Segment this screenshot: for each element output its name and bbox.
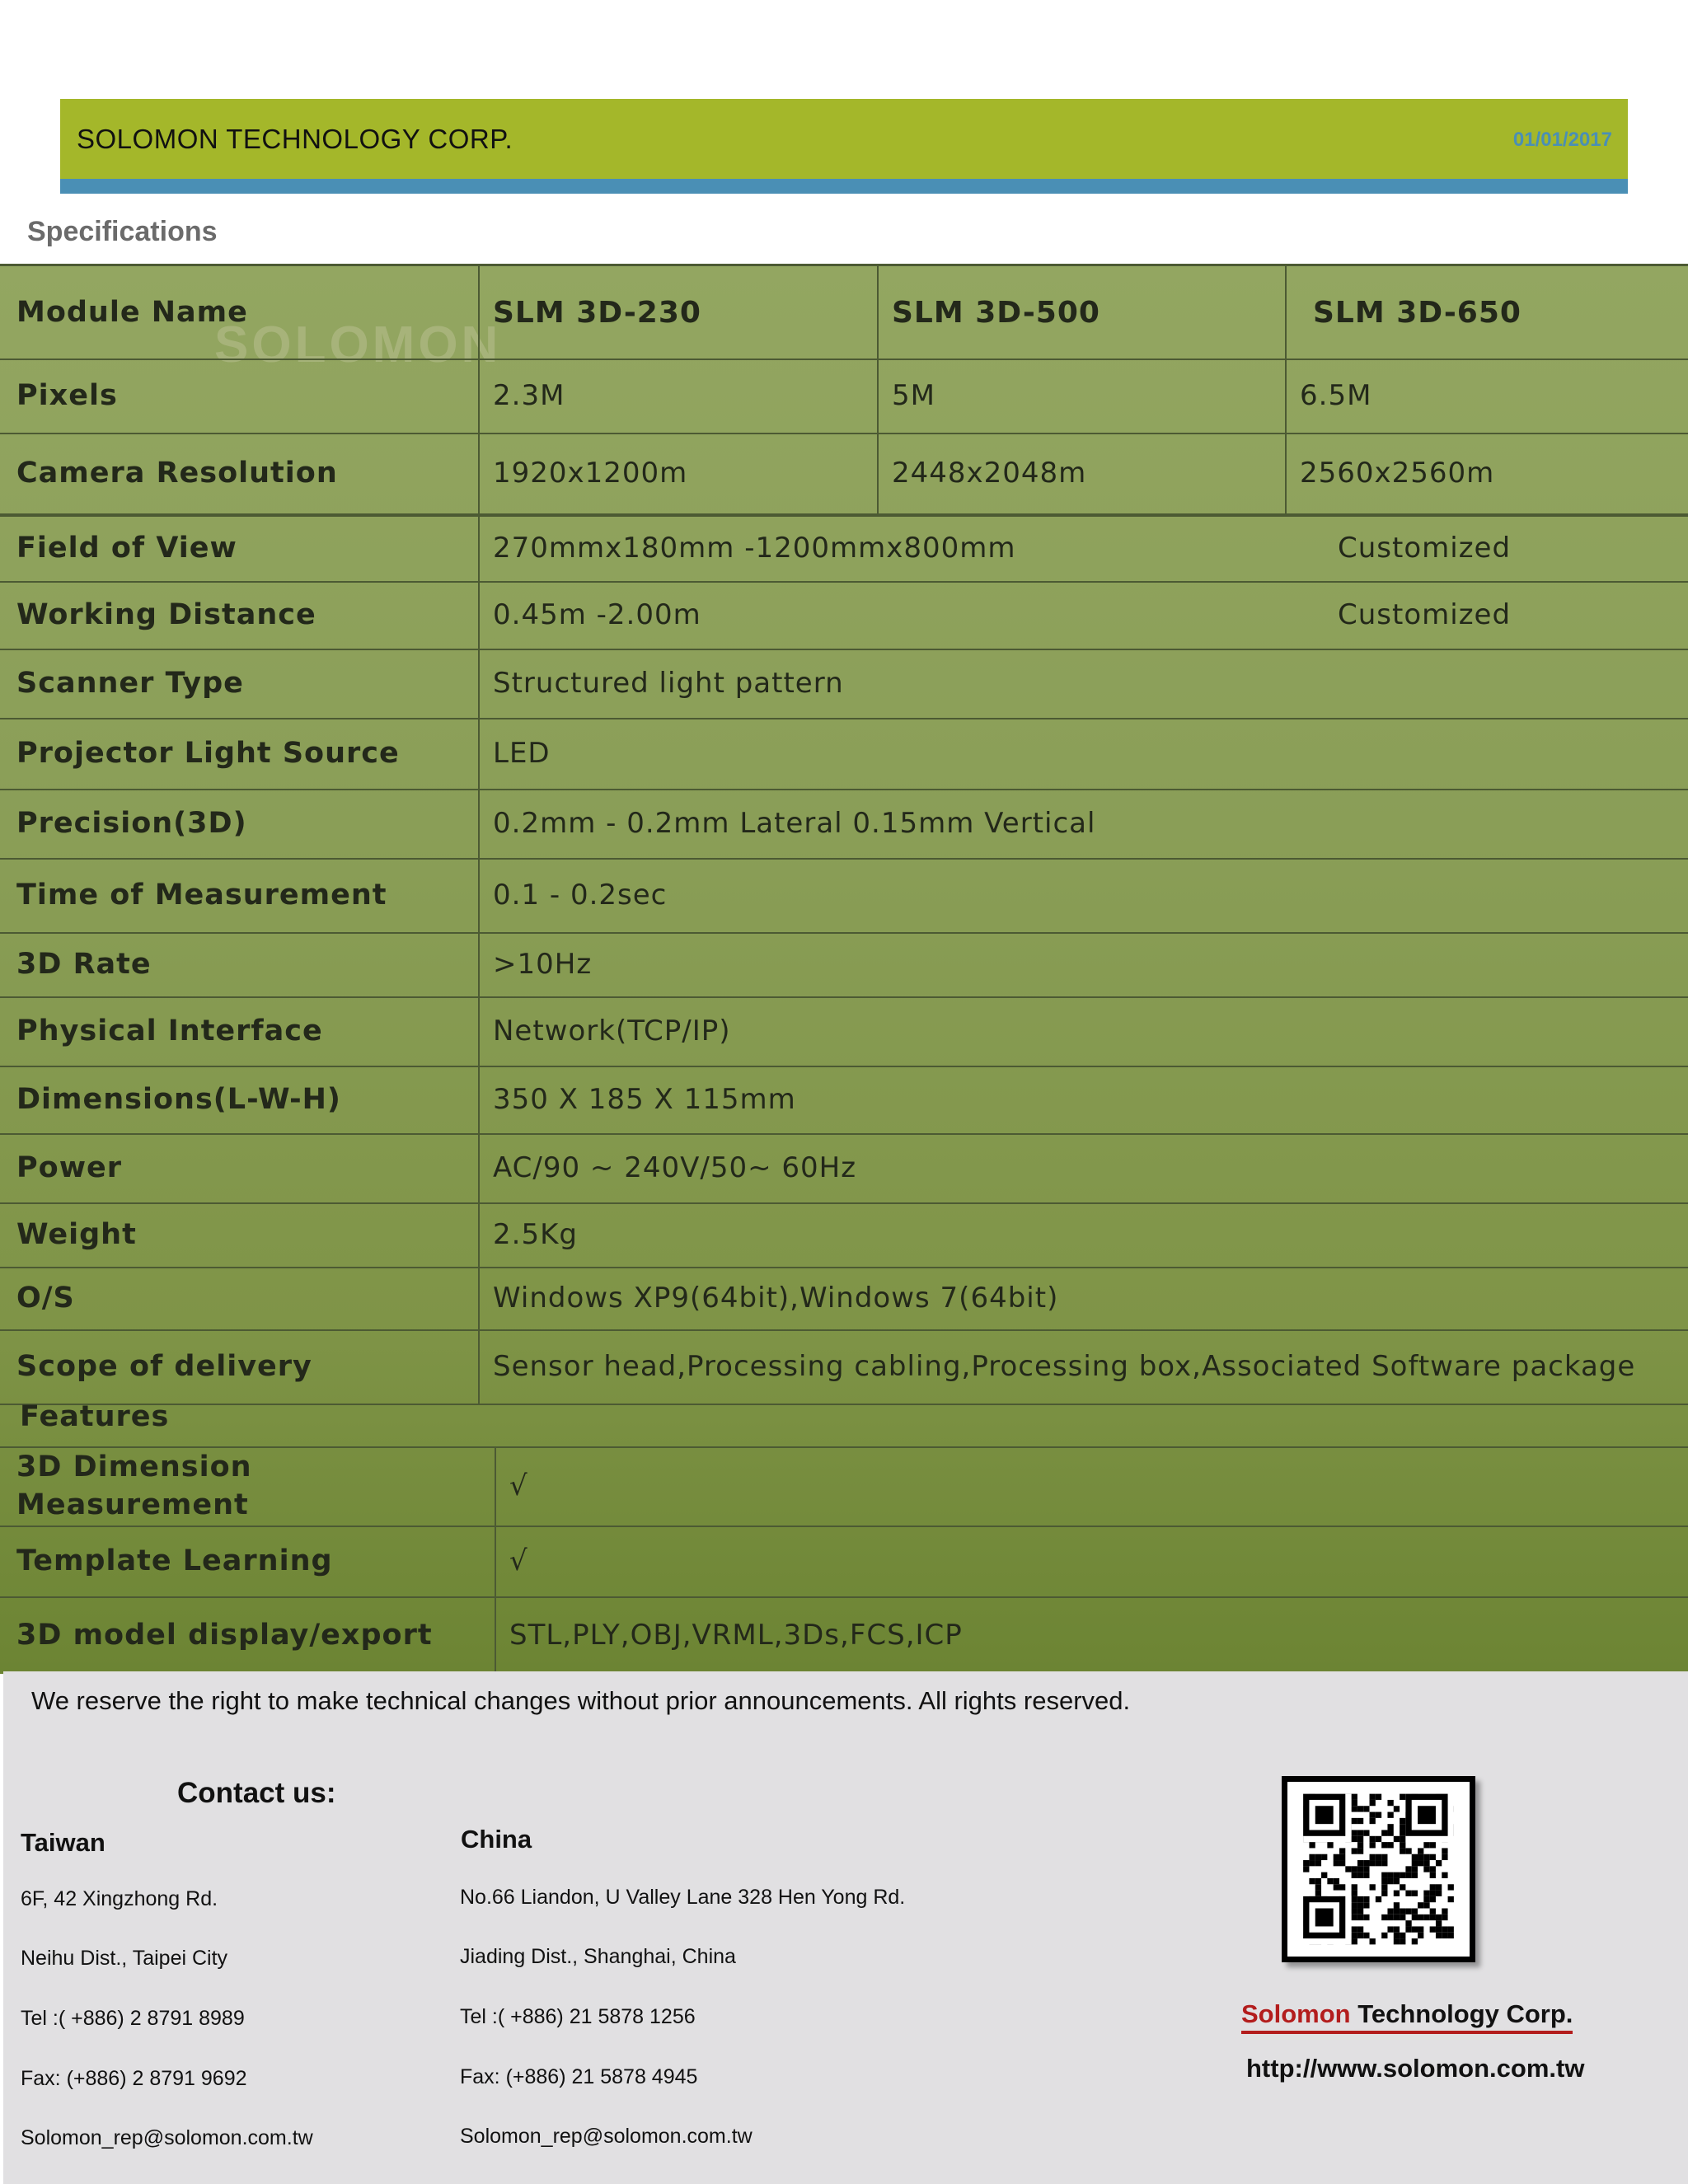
cell-value: STL,PLY,OBJ,VRML,3Ds,FCS,ICP: [509, 1619, 963, 1652]
office-taiwan-name: Taiwan: [21, 1828, 106, 1857]
row-label: 3D Dimension Measurement: [0, 1446, 496, 1526]
header-stripe: [60, 179, 1628, 194]
china-address-1: No.66 Liandon, U Valley Lane 328 Hen Yong Rd.: [460, 1886, 906, 1909]
watermark-logo: SOLOMON: [214, 316, 502, 373]
china-address-2: Jiading Dist., Shanghai, China: [460, 1945, 736, 1968]
row-label: Precision(3D): [0, 789, 480, 858]
table-row-fov: [0, 515, 1688, 583]
table-row: [0, 1202, 1688, 1268]
cell-value: Network(TCP/IP): [493, 1015, 731, 1047]
row-label: Power: [0, 1133, 480, 1202]
row-label: Scope of delivery: [0, 1329, 480, 1404]
section-title: Specifications: [27, 216, 218, 247]
taiwan-fax: Fax: (+886) 2 8791 9692: [21, 2067, 247, 2090]
cell-value: 2448x2048m: [879, 433, 1287, 513]
check-icon: √: [509, 1469, 528, 1502]
cell-value: Windows XP9(64bit),Windows 7(64bit): [493, 1282, 1059, 1315]
office-china-name: China: [461, 1825, 532, 1854]
taiwan-address-1: 6F, 42 Xingzhong Rd.: [21, 1887, 218, 1910]
table-row: [0, 858, 1688, 934]
document-date: 01/01/2017: [1512, 129, 1612, 151]
taiwan-email-link[interactable]: Solomon_rep@solomon.com.tw: [21, 2126, 313, 2149]
table-row: [0, 789, 1688, 860]
row-label: Scanner Type: [0, 649, 480, 718]
table-row-working-distance: [0, 581, 1688, 650]
model-500: SLM 3D-500: [879, 266, 1287, 359]
table-row: [0, 1066, 1688, 1135]
table-row: [0, 1133, 1688, 1204]
table-row-resolution: [0, 433, 1688, 517]
taiwan-address-2: Neihu Dist., Taipei City: [21, 1947, 228, 1970]
table-row: [0, 996, 1688, 1067]
cell-value: 2560x2560m: [1300, 457, 1495, 490]
row-label: Dimensions(L-W-H): [0, 1066, 480, 1133]
disclaimer: We reserve the right to make technical changes without prior announcements. All rights reserved.: [31, 1686, 1131, 1715]
row-label: Weight: [0, 1202, 480, 1267]
table-row-feature: [0, 1446, 1688, 1527]
china-fax: Fax: (+886) 21 5878 4945: [460, 2065, 698, 2088]
brand-accent: Solomon: [1241, 1999, 1351, 2028]
table-row-features: [0, 1387, 1688, 1448]
features-heading: Features: [20, 1400, 170, 1433]
cell-value: AC/90 ~ 240V/50~ 60Hz: [493, 1151, 857, 1184]
table-row: [0, 649, 1688, 719]
row-label: Pixels: [0, 359, 480, 433]
row-label: Template Learning: [0, 1526, 496, 1596]
cell-value: 2.5Kg: [493, 1218, 578, 1251]
cell-value: 0.45m -2.00m: [493, 598, 701, 631]
china-tel: Tel :( +886) 21 5878 1256: [460, 2005, 696, 2028]
contact-title: Contact us:: [177, 1777, 336, 1809]
qr-code-icon: [1282, 1776, 1475, 1962]
row-label: Field of View: [0, 515, 480, 581]
row-label: Module Name: [0, 266, 480, 359]
table-row-pixels: [0, 359, 1688, 434]
table-row-feature: [0, 1596, 1688, 1674]
model-230: SLM 3D-230: [480, 266, 879, 359]
taiwan-tel: Tel :( +886) 2 8791 8989: [21, 2007, 245, 2030]
china-email-link[interactable]: Solomon_rep@solomon.com.tw: [460, 2125, 753, 2148]
cell-value: LED: [493, 737, 551, 770]
row-label: Projector Light Source: [0, 718, 480, 789]
company-name: SOLOMON TECHNOLOGY CORP.: [77, 124, 513, 154]
table-row: [0, 1267, 1688, 1331]
cell-value: >10Hz: [493, 948, 593, 981]
brand-name: [1241, 1999, 1573, 2034]
cell-value: 6.5M: [1300, 379, 1372, 412]
customized-note: Customized: [1338, 598, 1512, 631]
cell-value: Sensor head,Processing cabling,Processing box,Associated Software package: [493, 1350, 1636, 1383]
row-label: 3D model display/export: [0, 1596, 496, 1674]
customized-note: Customized: [1338, 532, 1512, 565]
cell-value: 0.1 - 0.2sec: [493, 879, 668, 912]
table-row-feature: [0, 1526, 1688, 1598]
spec-table: [0, 264, 1688, 1674]
table-row: [0, 932, 1688, 998]
cell-value: 0.2mm - 0.2mm Lateral 0.15mm Vertical: [493, 807, 1096, 840]
row-label: Working Distance: [0, 581, 480, 649]
row-label: 3D Rate: [0, 932, 480, 996]
row-label: Physical Interface: [0, 996, 480, 1066]
row-label: Camera Resolution: [0, 433, 480, 513]
cell-value: 350 X 185 X 115mm: [493, 1083, 796, 1116]
cell-value: Structured light pattern: [493, 667, 844, 700]
table-row: [0, 718, 1688, 790]
row-label: O/S: [0, 1267, 480, 1329]
cell-value: 2.3M: [480, 359, 879, 433]
row-label: Time of Measurement: [0, 858, 480, 932]
brand-rest: Technology Corp.: [1350, 1999, 1573, 2028]
check-icon: √: [509, 1544, 528, 1577]
cell-value: 5M: [879, 359, 1287, 433]
cell-value: 1920x1200m: [480, 433, 879, 513]
table-row-module: [0, 266, 1688, 360]
website-link[interactable]: http://www.solomon.com.tw: [1246, 2054, 1585, 2083]
cell-value: 270mmx180mm -1200mmx800mm: [493, 532, 1016, 565]
model-650: SLM 3D-650: [1313, 295, 1522, 330]
